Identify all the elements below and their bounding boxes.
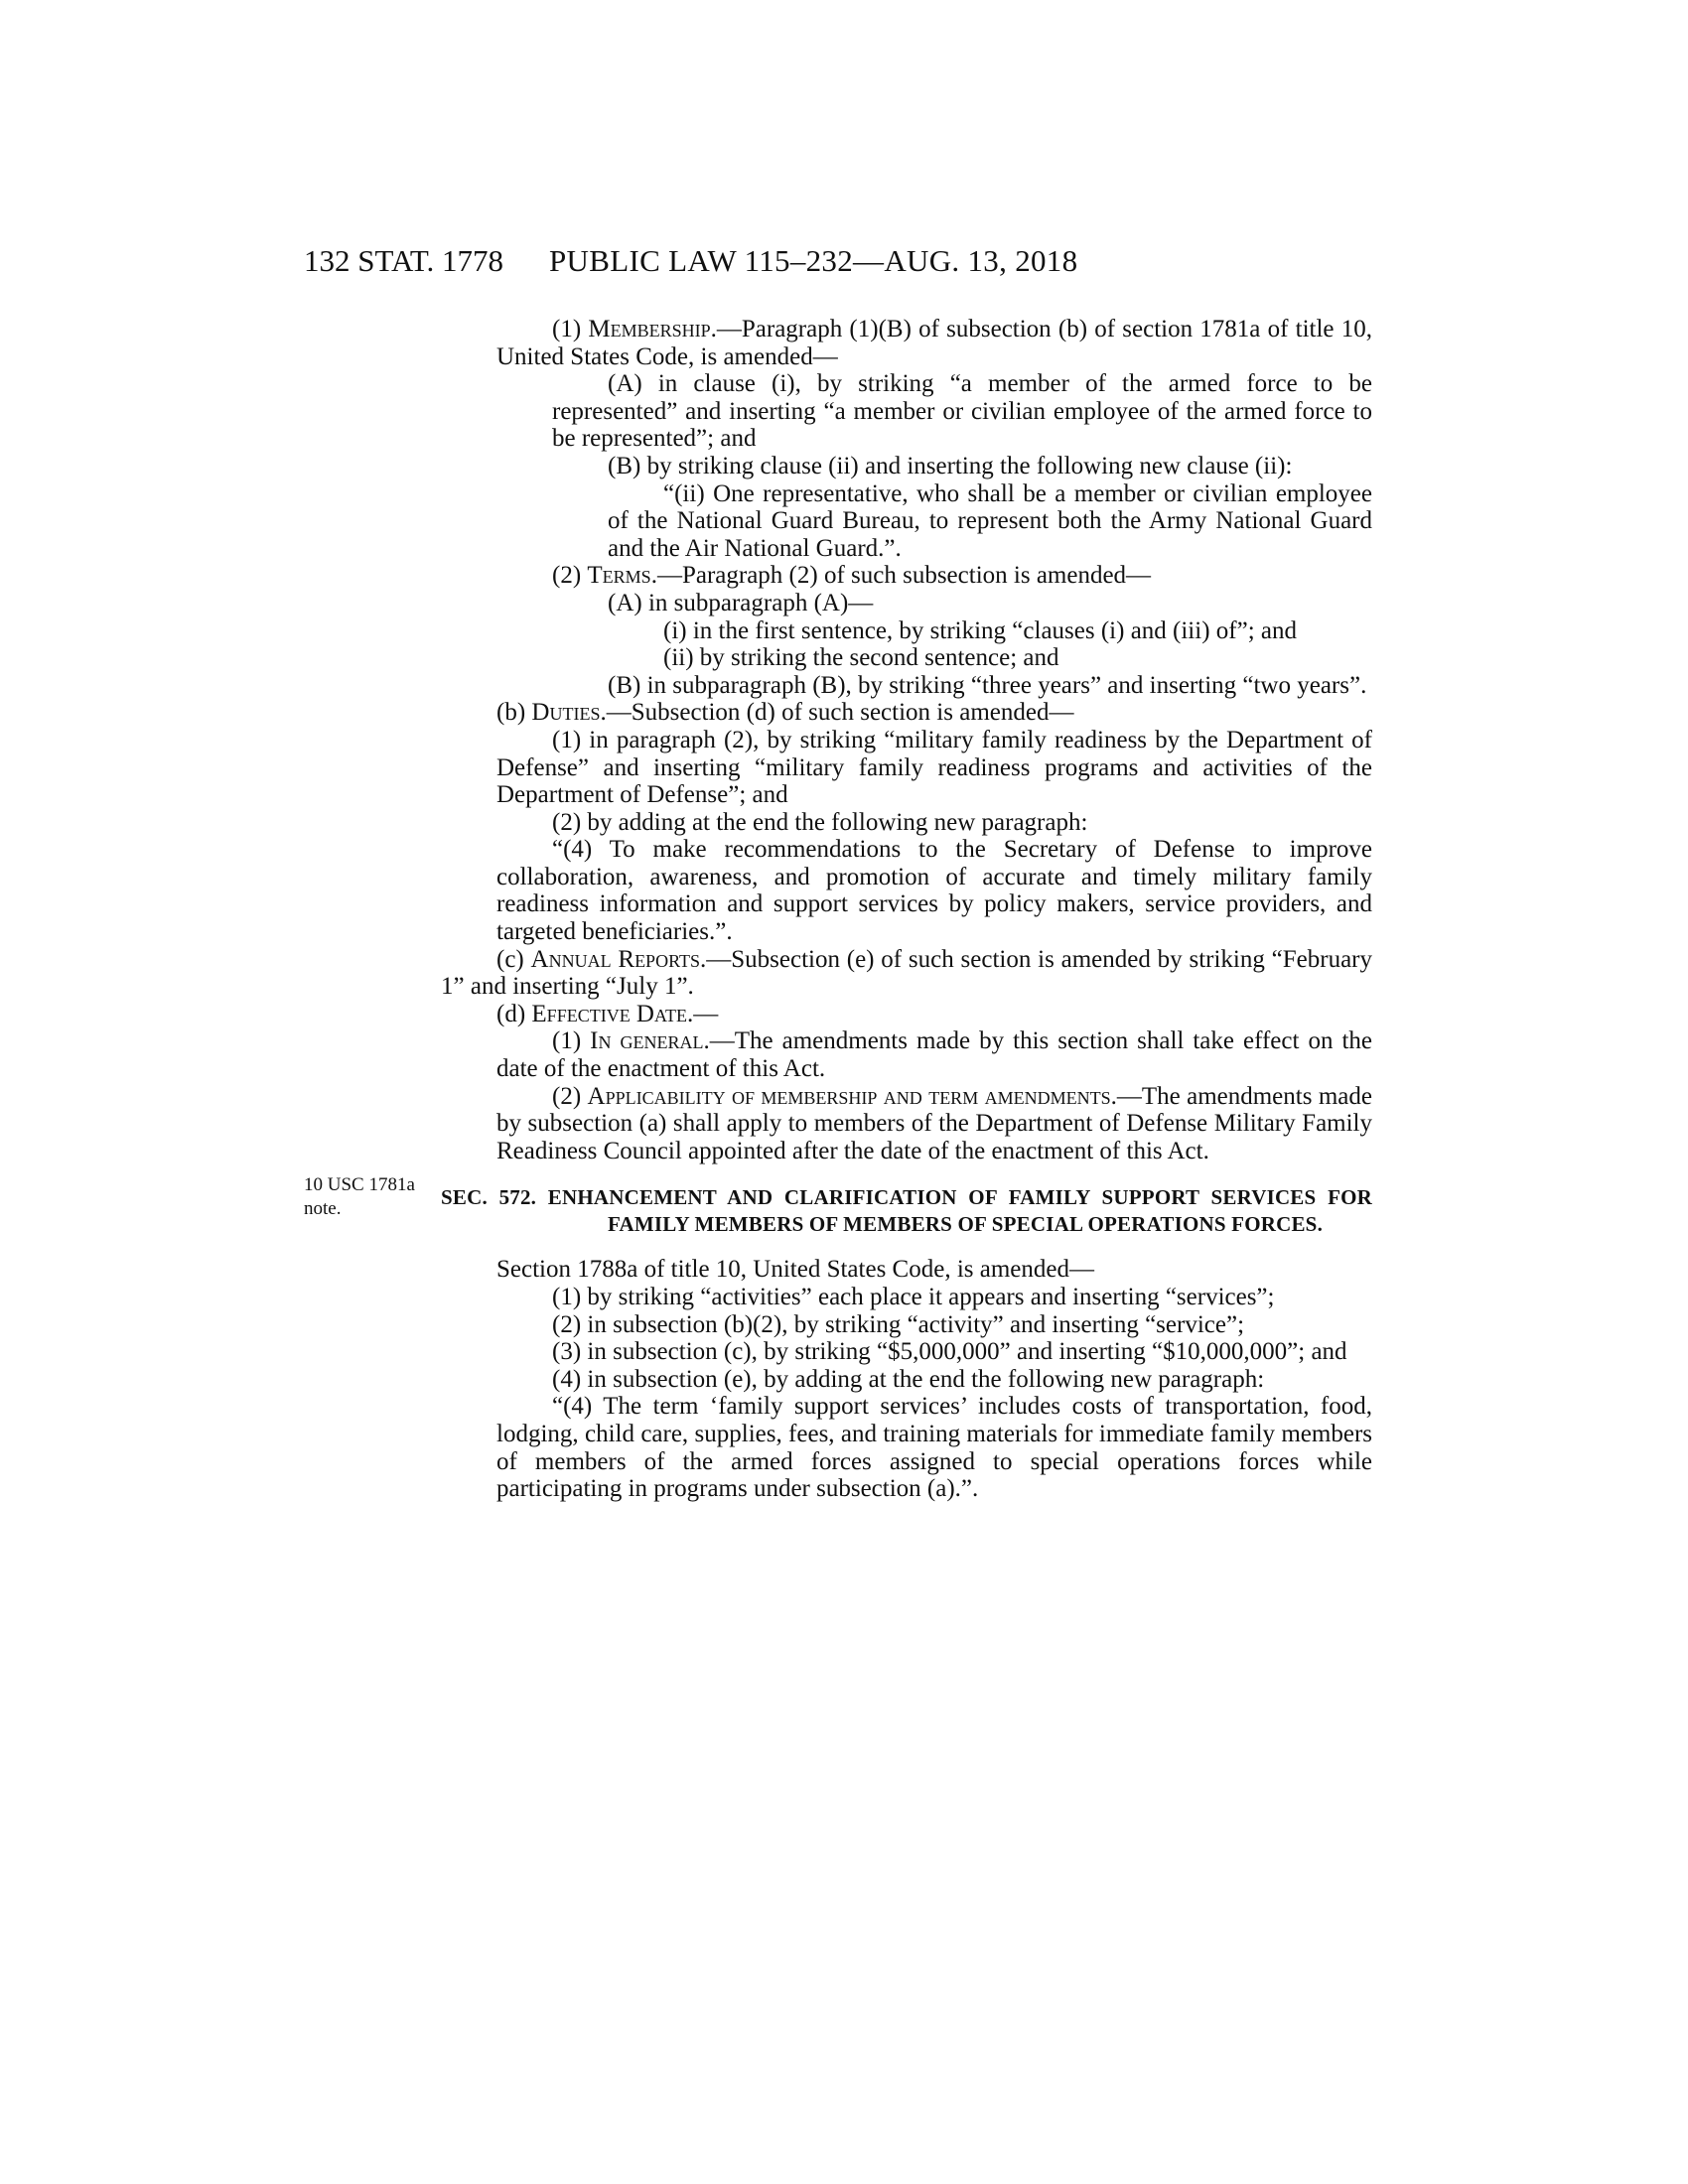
section-572-item-2: (2) in subsection (b)(2), by striking “activity” and inserting “service”; (552, 1310, 1245, 1338)
paragraph-a2-A-ii: (ii) by striking the second sentence; and (663, 644, 1059, 672)
paragraph-a2-terms: (2) Terms.—Paragraph (2) of such subsection is amended— (552, 562, 1152, 590)
paragraph-a2-A-i: (i) in the first sentence, by striking “clauses (i) and (iii) of”; and (663, 616, 1297, 644)
quoted-paragraph-4: “(4) To make recommendations to the Secretary of Defense to improve collaboration, awareness, and promotion of accurate and timely military family readiness information and support services by policy makers, service providers, and targeted beneficiaries.”. (496, 836, 1372, 946)
paragraph-b-duties: (b) Duties.—Subsection (d) of such section is amended— (496, 699, 1074, 727)
section-572-intro: Section 1788a of title 10, United States Code, is amended— (496, 1256, 1094, 1284)
margin-note-line: note. (304, 1198, 342, 1219)
paragraph-d2: (2) Applicability of membership and term amendments.—The amendments made by subsection (a) shall apply to members of the Department of Defense Military Family Readiness Council appointed after the date of the enactment of this Act. (496, 1082, 1372, 1164)
section-572-quoted-paragraph: “(4) The term ‘family support services’ includes costs of transportation, food, lodging, child care, supplies, fees, and training materials for immediate family members of members of the armed forces assigned to special operations forces while participating in programs under subsection (a).”. (496, 1393, 1372, 1503)
margin-note (304, 1173, 415, 1221)
section-572-heading: SEC. 572. ENHANCEMENT AND CLARIFICATION OF FAMILY SUPPORT SERVICES FOR FAMILY MEMBERS OF MEMBERS OF SPECIAL OPERATIONS FORCES. (441, 1185, 1372, 1237)
paragraph-a1-membership: (1) Membership.—Paragraph (1)(B) of subsection (b) of section 1781a of title 10, United States Code, is amended— (496, 316, 1372, 370)
section-572-item-1: (1) by striking “activities” each place it appears and inserting “services”; (552, 1284, 1275, 1310)
paragraph-d-effective-date: (d) Effective Date.— (496, 1000, 719, 1027)
paragraph-a2-B: (B) in subparagraph (B), by striking “three years” and inserting “two years”. (608, 671, 1367, 699)
paragraph-d1: (1) In general.—The amendments made by this section shall take effect on the date of the enactment of this Act. (496, 1027, 1373, 1083)
paragraph-b2: (2) by adding at the end the following new paragraph: (552, 808, 1088, 836)
statute-page-number: 132 STAT. 1778 (304, 243, 504, 278)
margin-note-line: 10 USC 1781a (304, 1174, 415, 1195)
paragraph-a1-A: (A) in clause (i), by striking “a member of the armed force to be represented” and inserting “a member or civilian employee of the armed force to be represented”; and (552, 370, 1372, 453)
quoted-clause-ii: “(ii) One representative, who shall be a member or civilian employee of the National Guard Bureau, to represent both the Army National Guard and the Air National Guard.”. (608, 479, 1372, 562)
public-law-title: PUBLIC LAW 115–232—AUG. 13, 2018 (549, 243, 1078, 278)
paragraph-b1: (1) in paragraph (2), by striking “military family readiness by the Department of Defense” and inserting “military family readiness programs and activities of the Department of Defense”; and (496, 726, 1372, 809)
section-572-item-4: (4) in subsection (e), by adding at the end the following new paragraph: (552, 1365, 1265, 1393)
paragraph-a2-A: (A) in subparagraph (A)— (608, 589, 874, 616)
paragraph-c-annual-reports: (c) Annual Reports.—Subsection (e) of such section is amended by striking “February 1” and inserting “July 1”. (441, 945, 1372, 1001)
section-572-item-3: (3) in subsection (c), by striking “$5,000,000” and inserting “$10,000,000”; and (552, 1338, 1347, 1366)
document-body (441, 316, 1373, 1503)
page-header (0, 243, 1688, 283)
paragraph-a1-B: (B) by striking clause (ii) and inserting the following new clause (ii): (608, 452, 1293, 479)
